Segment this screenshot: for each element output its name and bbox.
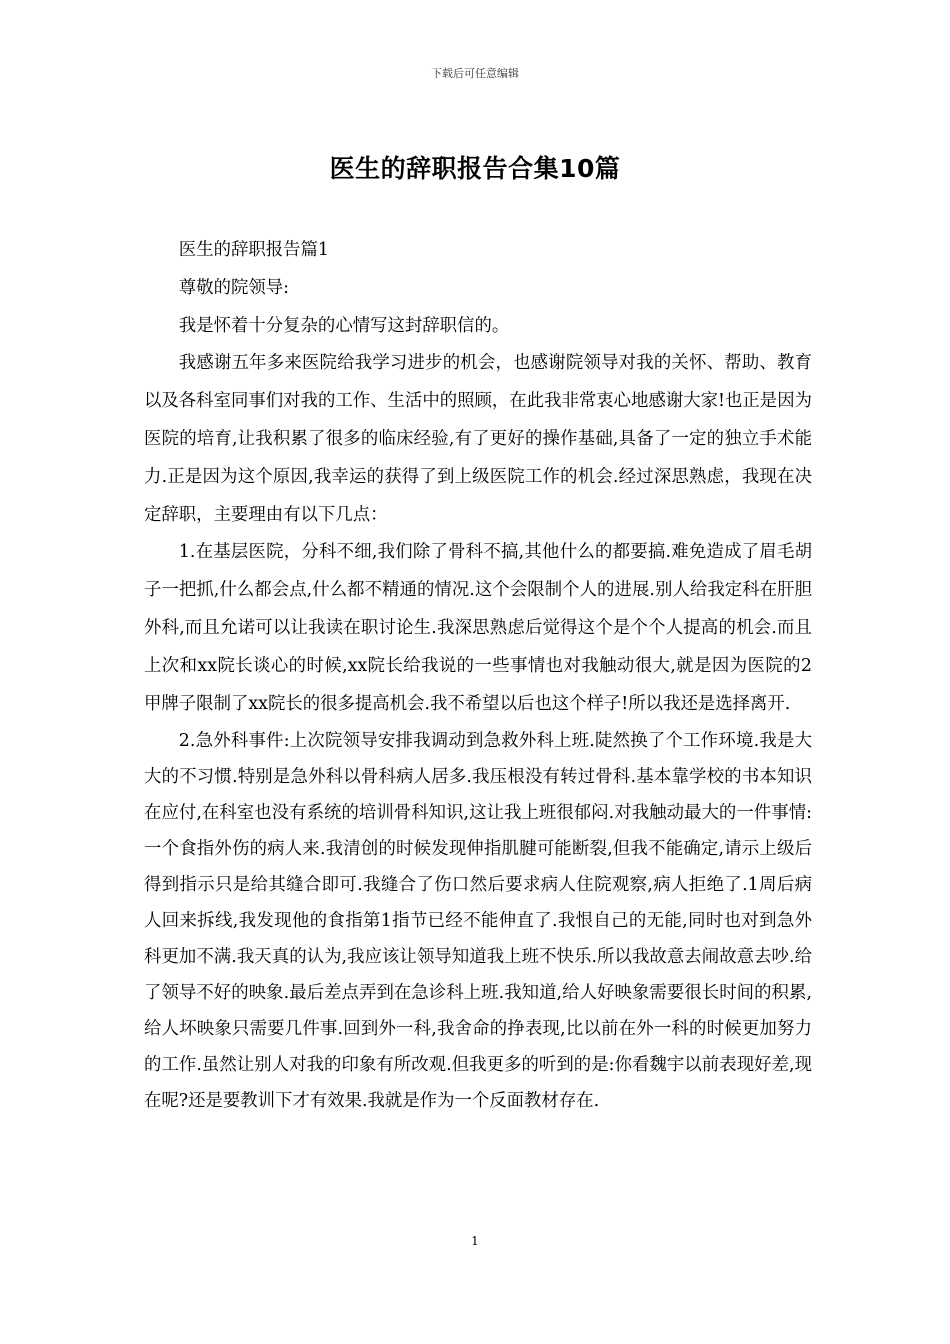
opening-paragraph: 我是怀着十分复杂的心情写这封辞职信的。 bbox=[178, 315, 510, 336]
body-paragraph: 我感谢五年多来医院给我学习进步的机会，也感谢院领导对我的关怀、帮助、教育以及各科室同事们对我的工作、生活中的照顾，在此我非常衷心地感谢大家!也正是因为医院的培育,让我积累了很多的临床经验,有了更好的操作基础,具备了一定的独立手术能力.正是因为这个原因,我幸运的获得了到上级医院工作的机会.经过深思熟虑，我现在决定辞职，主要理由有以下几点： bbox=[144, 353, 812, 525]
header-note: 下载后可任意编辑 bbox=[431, 67, 519, 80]
salutation: 尊敬的院领导: bbox=[178, 277, 290, 298]
body-paragraph: 2.急外科事件:上次院领导安排我调动到急救外科上班.陡然换了个工作环境.我是大大的不习惯.特别是急外科以骨科病人居多.我压根没有转过骨科.基本靠学校的书本知识在应付,在科室也没有系统的培训骨科知识,这让我上班很郁闷.对我触动最大的一件事情:一个食指外伤的病人来.我清创的时候发现伸指肌腱可能断裂,但我不能确定,请示上级后得到指示只是给其缝合即可.我缝合了伤口然后要求病人住院观察,病人拒绝了.1周后病人回来拆线,我发现他的食指第1指节已经不能伸直了.我恨自己的无能,同时也对到急外科更加不满.我天真的认为,我应该让领导知道我上班不快乐.所以我故意去闹故意去吵.给了领导不好的映象.最后差点弄到在急诊科上班.我知道,给人好映象需要很长时间的积累,给人坏映象只需要几件事.回到外一科,我舍命的挣表现,比以前在外一科的时候更加努力的工作.虽然让别人对我的印象有所改观.但我更多的听到的是:你看魏宇以前表现好差,现在呢?还是要教训下才有效果.我就是作为一个反面教材存在. bbox=[144, 731, 812, 1112]
body-paragraph: 1.在基层医院，分科不细,我们除了骨科不搞,其他什么的都要搞.难免造成了眉毛胡子一把抓,什么都会点,什么都不精通的情况.这个会限制个人的进展.别人给我定科在肝胆外科,而且允诺可以让我读在职讨论生.我深思熟虑后觉得这个是个个人提高的机会.而且上次和xx院长谈心的时候,xx院长给我说的一些事情也对我触动很大,就是因为医院的2甲牌子限制了xx院长的很多提高机会.我不希望以后也这个样子!所以我还是选择离开. bbox=[144, 542, 812, 714]
section-heading: 医生的辞职报告篇1 bbox=[178, 240, 329, 260]
document-title: 医生的辞职报告合集10篇 bbox=[329, 154, 621, 183]
document-body bbox=[144, 232, 812, 1119]
page-number: 1 bbox=[471, 1234, 479, 1248]
